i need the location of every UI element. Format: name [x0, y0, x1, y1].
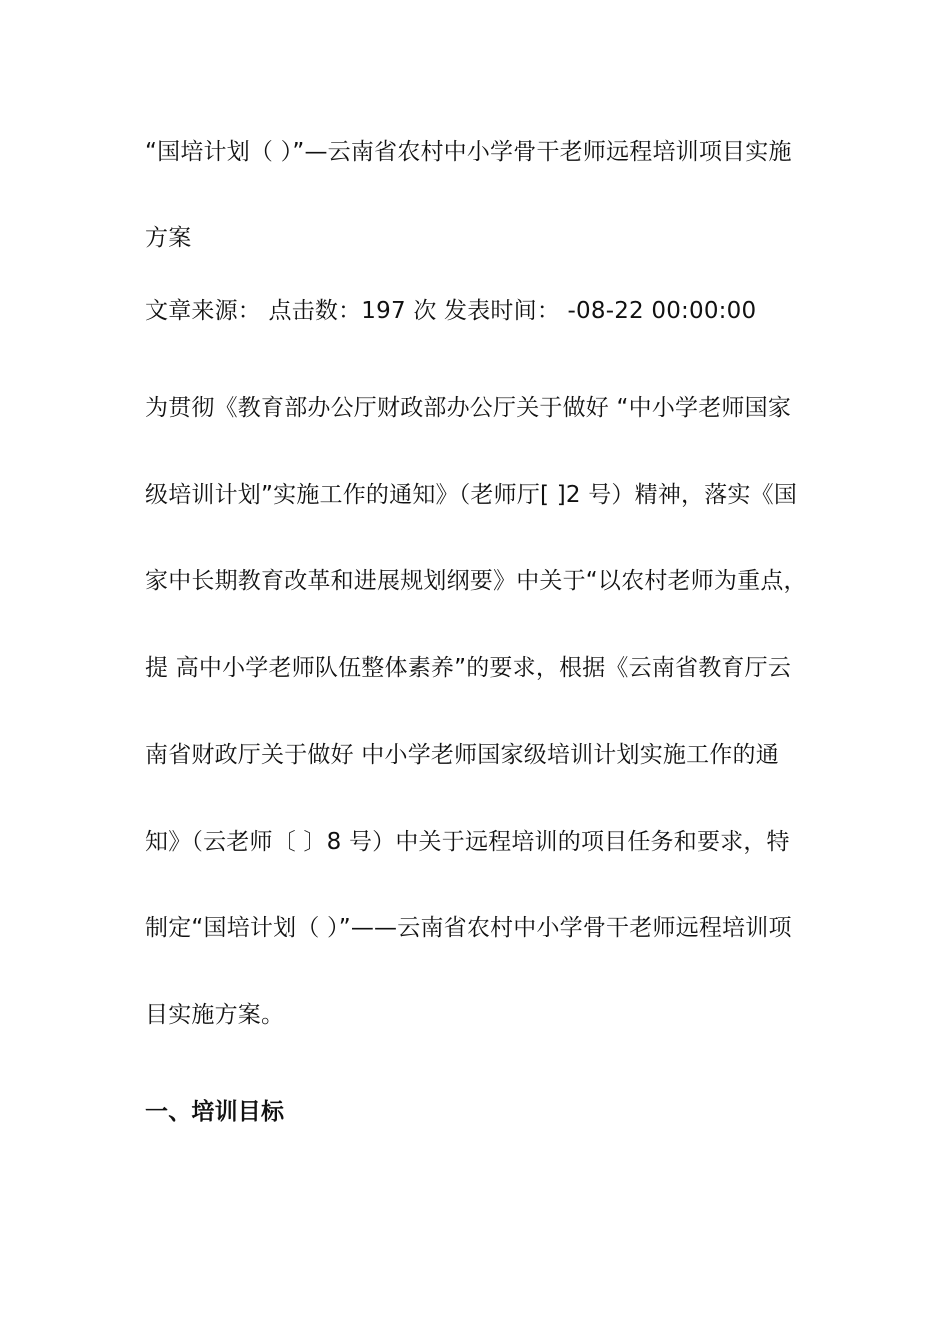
section-heading: 一、培训目标 — [145, 1099, 285, 1125]
body-line-3: 家中长期教育改革和进展规划纲要》中关于“以农村老师为重点， — [145, 568, 807, 594]
article-meta-line: 文章来源： 点击数：197 次 发表时间： -08-22 00:00:00 — [145, 298, 757, 324]
body-line-2: 级培训计划”实施工作的通知》（老师厅[ ]2 号）精神，落实《国 — [145, 482, 798, 508]
body-line-7: 制定“国培计划（ ）”——云南省农村中小学骨干老师远程培训项 — [145, 915, 792, 941]
body-line-8: 目实施方案。 — [145, 1002, 285, 1028]
body-line-4: 提 高中小学老师队伍整体素养”的要求，根据《云南省教育厅云 — [145, 655, 792, 681]
body-line-6: 知》（云老师〔 〕8 号）中关于远程培训的项目任务和要求，特 — [145, 829, 790, 855]
document-title-line-1: “国培计划（ ）”—云南省农村中小学骨干老师远程培训项目实施 — [145, 139, 792, 165]
body-line-5: 南省财政厅关于做好 中小学老师国家级培训计划实施工作的通 — [145, 742, 779, 768]
body-line-1: 为贯彻《教育部办公厅财政部办公厅关于做好 “中小学老师国家 — [145, 395, 792, 421]
document-title-line-2: 方案 — [145, 225, 192, 251]
